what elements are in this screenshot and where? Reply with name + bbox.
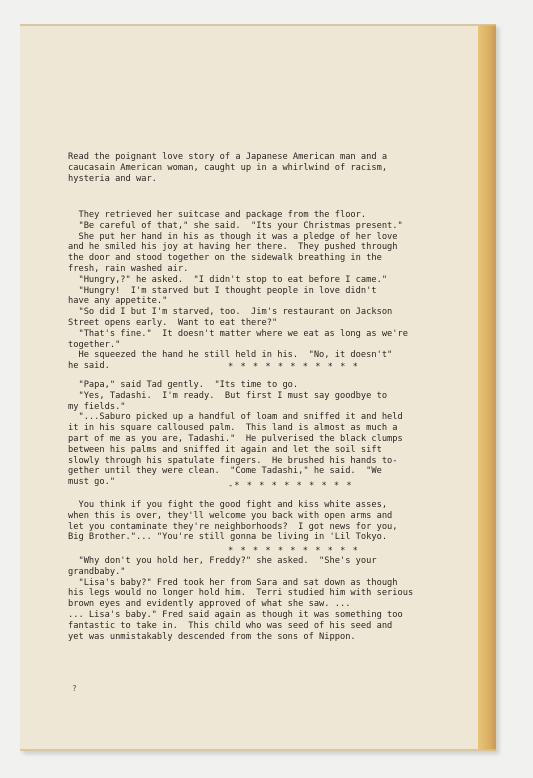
- section-divider: -* * * * * * * * * *: [228, 481, 353, 491]
- section-divider: * * * * * * * * * * *: [228, 362, 359, 372]
- section-divider: * * * * * * * * * * *: [228, 546, 359, 556]
- cover-blurb: Read the poignant love story of a Japanese American man and a caucasain American woman, caught up in a whirlwind of racism, hysteria and war.: [68, 152, 388, 184]
- pencil-mark: ?: [72, 684, 77, 693]
- excerpt-4: "Why don't you hold her, Freddy?" she asked. "She's your grandbaby." "Lisa's baby?" Fred took her from Sara and sat down as though his legs would no longer hold him. Terri studied him with serious brown eyes and evidently approved of what she saw. ... ... Lisa's baby." Fred said again as though it was something too fantastic to take in. This child who was seed of his seed and yet was unmistakably descended from the sons of Nippon.: [68, 556, 414, 642]
- excerpt-3: You think if you fight the good fight and kiss white asses, when this is over, they'll welcome you back with open arms and let you contaminate they're neighborhoods? I got news for you, Big Brother."... "You're still gonna be living in 'Lil Tokyo.: [68, 500, 398, 543]
- excerpt-1: They retrieved her suitcase and package from the floor. "Be careful of that," she said. "Its your Christmas present." She put her hand in his as though it was a pledge of her love and he smiled his joy at having her there. They pushed through the door and stood together on the sidewalk breathing in the fresh, rain washed air. "Hungry,?" he asked. "I didn't stop to eat before I came." "Hungry! I'm starved but I thought people in love didn't have any appetite." "So did I but I'm starved, too. Jim's restaurant on Jackson Street opens early. Want to eat there?" "That's fine." It doesn't matter where we eat as long as we're together." He squeezed the hand he still held in his. "No, it doesn't" he said.: [68, 210, 408, 372]
- excerpt-2: "Papa," said Tad gently. "Its time to go. "Yes, Tadashi. I'm ready. But first I must say goodbye to my fields." "...Saburo picked up a handful of loam and sniffed it and held it in his square calloused palm. This land is almost as much a part of me as you are, Tadashi." He pulverised the black clumps between his palms and sniffed it again and let the soil sift slowly through his spatulate fingers. He brushed his hands to- gether until they were clean. "Come Tadashi," he said. "We must go.": [68, 380, 403, 488]
